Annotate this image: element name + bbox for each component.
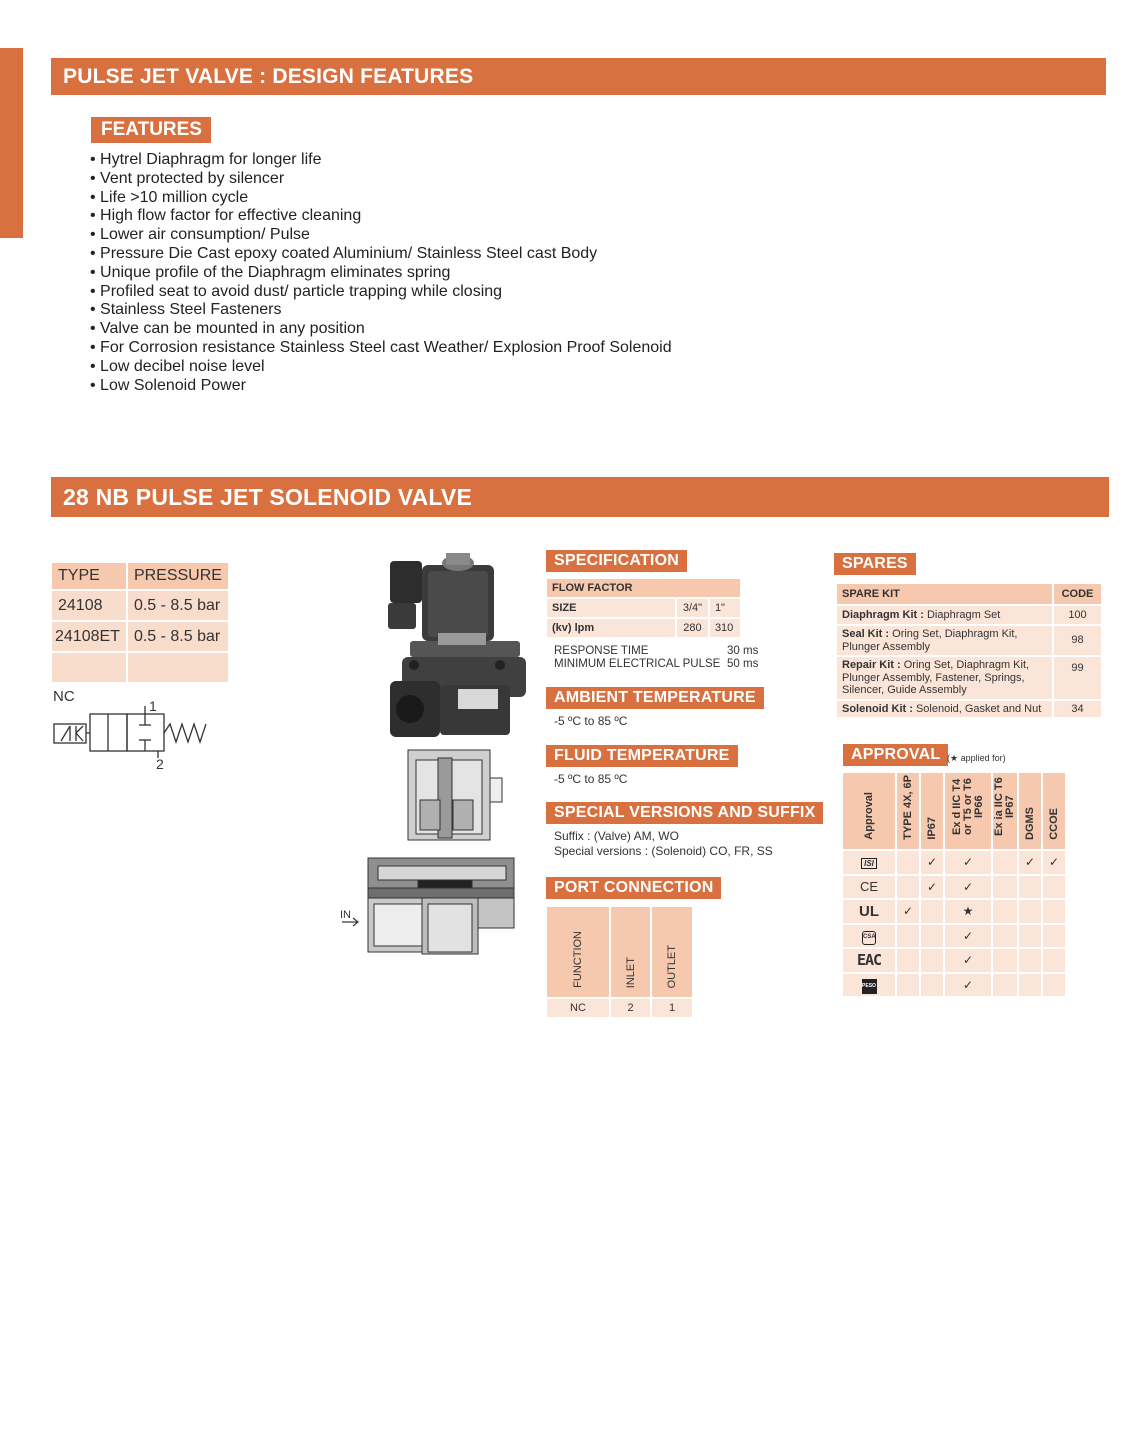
header-dgms: DGMS [1018,772,1042,850]
approval-cell: ✓ [944,948,992,973]
feature-item: • Unique profile of the Diaphragm eliminates spring [90,264,672,283]
cell-type: 24108ET [51,621,127,652]
approval-cell [896,850,920,875]
approval-cell: ✓ [920,875,944,900]
approval-cell: ✓ [944,973,992,998]
spares-table [835,582,1103,719]
approval-cell [992,948,1018,973]
port-connection-label: PORT CONNECTION [546,877,721,899]
feature-item: • Hytrel Diaphragm for longer life [90,151,672,170]
header-type: TYPE [51,562,127,590]
header-approval: Approval [842,772,896,850]
feature-item: • Lower air consumption/ Pulse [90,226,672,245]
size-value: 1" [709,598,741,618]
approval-cell [992,875,1018,900]
spare-kit-cell: Diaphragm Kit : Diaphragm Set [836,605,1053,625]
table-row [836,625,1102,656]
response-time-row [554,645,648,658]
special-suffix: Suffix : (Valve) AM, WO [554,829,679,843]
valve-symbol-diagram [50,696,220,772]
approval-cell [896,924,920,949]
kv-label: (kv) lpm [546,618,676,638]
approval-cell [896,973,920,998]
approval-cell [920,973,944,998]
feature-item: • Pressure Die Cast epoxy coated Aluminium/ Stainless Steel cast Body [90,245,672,264]
table-row [842,973,1066,998]
feature-item: • Low Solenoid Power [90,377,672,396]
table-header-row [546,906,693,998]
port-1-label: 1 [149,698,157,714]
feature-item: • Valve can be mounted in any position [90,320,672,339]
approval-cell [920,924,944,949]
spare-kit-cell: Solenoid Kit : Solenoid, Gasket and Nut [836,700,1053,719]
cell-pressure [127,652,229,683]
specification-label: SPECIFICATION [546,550,687,572]
isi-mark-icon: ISI [842,850,896,875]
spare-code: 98 [1053,625,1102,656]
flow-factor-header: FLOW FACTOR [546,578,741,598]
approval-cell [896,948,920,973]
table-row [842,850,1066,875]
cell-outlet: 1 [651,998,693,1018]
ul-mark-icon: UL [842,899,896,924]
header-inlet: INLET [610,906,651,998]
feature-item: • Low decibel noise level [90,358,672,377]
valve-photo [380,553,526,743]
symbol-label-nc: NC [53,688,75,705]
kv-value: 310 [709,618,741,638]
table-row [546,598,741,618]
table-row [51,621,229,652]
section-title: PULSE JET VALVE : DESIGN FEATURES [63,64,474,88]
approval-cell [1042,924,1066,949]
cell-inlet: 2 [610,998,651,1018]
approval-cell [896,875,920,900]
header-spare-kit: SPARE KIT [836,583,1053,605]
table-row [546,618,741,638]
feature-item: • Life >10 million cycle [90,189,672,208]
approval-cell: ✓ [944,875,992,900]
table-header-row [836,583,1102,605]
approval-cell [1018,924,1042,949]
spare-kit-cell: Seal Kit : Oring Set, Diaphragm Kit, Plunger Assembly [836,625,1053,656]
approval-cell: ✓ [944,850,992,875]
features-list [90,151,672,395]
section-banner-valve [51,477,1109,517]
approval-cell: ✓ [1018,850,1042,875]
table-row [842,948,1066,973]
approval-cell [1018,948,1042,973]
peso-mark-icon: PESO [842,973,896,998]
features-label: FEATURES [91,117,211,143]
fluid-temperature-label: FLUID TEMPERATURE [546,745,738,767]
valve-section-drawing [338,748,520,960]
header-function: FUNCTION [546,906,610,998]
approval-cell [992,899,1018,924]
min-pulse-value: 50 ms [727,658,759,670]
approval-cell [1042,875,1066,900]
feature-item: • Stainless Steel Fasteners [90,301,672,320]
header-ex-d: Ex d IIC T4 or T5 or T6 IP66 [944,772,992,850]
approval-cell [1018,899,1042,924]
spares-label: SPARES [834,553,916,575]
csa-mark-icon: CSA [842,924,896,949]
ce-mark-icon: CE [842,875,896,900]
table-row [836,700,1102,719]
approval-cell: ✓ [1042,850,1066,875]
approval-cell [920,899,944,924]
approval-cell: ✓ [920,850,944,875]
table-header-row [842,772,1066,850]
special-versions-label: SPECIAL VERSIONS AND SUFFIX [546,802,823,824]
size-value: 3/4" [676,598,709,618]
table-row [546,578,741,598]
table-row [842,924,1066,949]
header-type-4x: TYPE 4X, 6P [896,772,920,850]
cell-pressure: 0.5 - 8.5 bar [127,621,229,652]
side-tab [0,48,23,238]
table-row [546,998,693,1018]
header-ip67: IP67 [920,772,944,850]
port-2-label: 2 [156,756,164,772]
approval-cell [1018,973,1042,998]
approval-note: (★ applied for) [947,753,1006,763]
header-pressure: PRESSURE [127,562,229,590]
approval-table [841,771,1067,998]
table-header-row [51,562,229,590]
special-versions: Special versions : (Solenoid) CO, FR, SS [554,844,773,858]
table-row [51,652,229,683]
eac-mark-icon: EAC [842,948,896,973]
feature-item: • Vent protected by silencer [90,170,672,189]
approval-cell [1042,899,1066,924]
feature-item: • Profiled seat to avoid dust/ particle trapping while closing [90,283,672,302]
inlet-label: IN [340,909,351,921]
min-pulse-label: MINIMUM ELECTRICAL PULSE [554,658,721,670]
header-ex-ia: Ex ia IIC T6 IP67 [992,772,1018,850]
section-banner-design-features [51,58,1106,95]
approval-cell [1042,973,1066,998]
approval-cell [992,973,1018,998]
table-row [842,899,1066,924]
spare-code: 34 [1053,700,1102,719]
cell-type [51,652,127,683]
port-connection-table [545,905,694,1019]
type-pressure-table [50,561,230,684]
response-time-label: RESPONSE TIME [554,645,649,657]
spare-kit-cell: Repair Kit : Oring Set, Diaphragm Kit, Plunger Assembly, Fastener, Springs, Silencer, Guide Assembly [836,656,1053,700]
header-ccoe: CCOE [1042,772,1066,850]
approval-cell [920,948,944,973]
approval-cell: ★ [944,899,992,924]
header-outlet: OUTLET [651,906,693,998]
size-label: SIZE [546,598,676,618]
approval-cell: ✓ [944,924,992,949]
ambient-temperature-value: -5 ºC to 85 ºC [554,714,628,728]
header-code: CODE [1053,583,1102,605]
approval-cell [992,850,1018,875]
approval-cell [1042,948,1066,973]
approval-cell: ✓ [896,899,920,924]
kv-value: 280 [676,618,709,638]
cell-function: NC [546,998,610,1018]
approval-cell [992,924,1018,949]
table-row [842,875,1066,900]
spare-code: 99 [1053,656,1102,700]
response-time-value: 30 ms [727,645,759,657]
ambient-temperature-label: AMBIENT TEMPERATURE [546,687,764,709]
table-row [836,656,1102,700]
section-title: 28 NB PULSE JET SOLENOID VALVE [63,483,473,510]
feature-item: • High flow factor for effective cleaning [90,207,672,226]
specification-table [545,577,742,639]
table-row [836,605,1102,625]
approval-cell [1018,875,1042,900]
cell-type: 24108 [51,590,127,621]
table-row [51,590,229,621]
feature-item: • For Corrosion resistance Stainless Steel cast Weather/ Explosion Proof Solenoid [90,339,672,358]
fluid-temperature-value: -5 ºC to 85 ºC [554,772,628,786]
spare-code: 100 [1053,605,1102,625]
approval-label: APPROVAL [843,744,948,766]
cell-pressure: 0.5 - 8.5 bar [127,590,229,621]
